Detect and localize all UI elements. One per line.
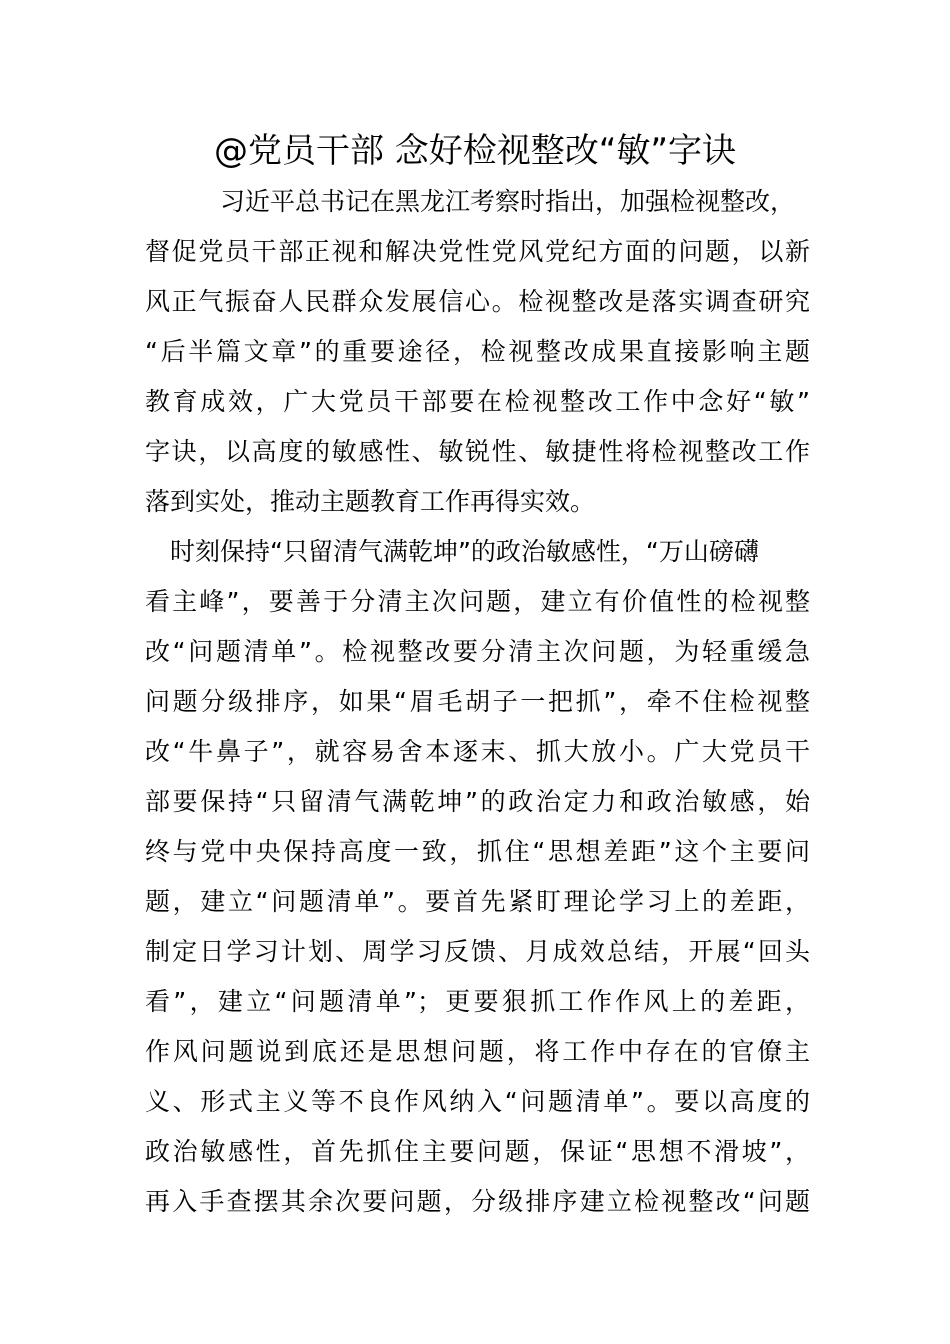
paragraph-1-line-4: “后半篇文章”的重要途径，检视整改成果直接影响主题 (145, 337, 810, 366)
paragraph-2-line-3: 改“问题清单”。检视整改要分清主次问题，为轻重缓急 (145, 637, 810, 666)
document-title: @党员干部 念好检视整改“敏”字诀 (213, 131, 737, 171)
paragraph-2-line-6: 部要保持“只留清气满乾坤”的政治定力和政治敏感，始 (145, 787, 810, 816)
paragraph-1-line-5: 教育成效，广大党员干部要在检视整改工作中念好“敏” (145, 387, 810, 416)
paragraph-2-line-7: 终与党中央保持高度一致，抓住“思想差距”这个主要问 (145, 837, 810, 866)
paragraph-1-line-6: 字诀，以高度的敏感性、敏锐性、敏捷性将检视整改工作 (145, 437, 810, 466)
paragraph-2-line-13: 政治敏感性，首先抓住主要问题，保证“思想不滑坡”， (145, 1137, 810, 1166)
paragraph-2-line-1: 时刻保持“只留清气满乾坤”的政治敏感性，“万山磅礴 (170, 537, 759, 566)
paragraph-2-line-11: 作风问题说到底还是思想问题，将工作中存在的官僚主 (145, 1037, 810, 1066)
paragraph-1-line-1: 习近平总书记在黑龙江考察时指出，加强检视整改， (220, 187, 796, 216)
paragraph-1-line-2: 督促党员干部正视和解决党性党风党纪方面的问题，以新 (145, 237, 810, 266)
paragraph-1-line-3: 风正气振奋人民群众发展信心。检视整改是落实调查研究 (145, 287, 810, 316)
paragraph-2-line-10: 看”，建立“问题清单”；更要狠抓工作作风上的差距， (145, 987, 810, 1016)
paragraph-2-line-12: 义、形式主义等不良作风纳入“问题清单”。要以高度的 (145, 1087, 810, 1116)
paragraph-2-line-2: 看主峰”，要善于分清主次问题，建立有价值性的检视整 (145, 587, 810, 616)
paragraph-2-line-9: 制定日学习计划、周学习反馈、月成效总结，开展“回头 (145, 937, 810, 966)
paragraph-1-line-7: 落到实处，推动主题教育工作再得实效。 (145, 487, 596, 516)
paragraph-2-line-8: 题，建立“问题清单”。要首先紧盯理论学习上的差距， (145, 887, 810, 916)
paragraph-2-line-5: 改“牛鼻子”，就容易舍本逐末、抓大放小。广大党员干 (145, 737, 810, 766)
paragraph-2-line-4: 问题分级排序，如果“眉毛胡子一把抓”，牵不住检视整 (145, 687, 810, 716)
paragraph-2-line-14: 再入手查摆其余次要问题，分级排序建立检视整改“问题 (145, 1187, 810, 1216)
